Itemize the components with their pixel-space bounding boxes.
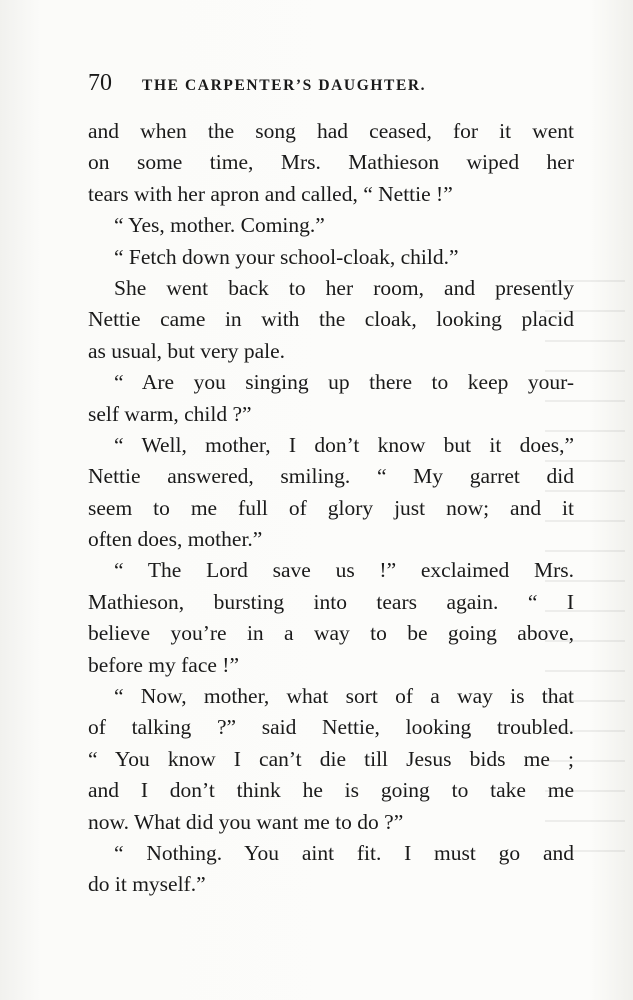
text-line: “ Now, mother, what sort of a way is that — [114, 684, 574, 709]
text-line: She went back to her room, and presently — [114, 275, 574, 300]
page-header — [88, 70, 578, 110]
text-line: and I don’t think he is going to take me — [88, 778, 574, 803]
text-line: self warm, child ?” — [88, 401, 252, 426]
running-head: THE CARPENTER’S DAUGHTER. — [142, 77, 427, 94]
text-line: and when the song had ceased, for it went — [88, 119, 574, 143]
page-number: 70 — [88, 70, 112, 96]
text-line: Nettie came in with the cloak, looking placid — [88, 307, 574, 332]
text-line: do it myself.” — [88, 872, 206, 897]
text-line: “ Nothing. You aint fit. I must go and — [114, 840, 574, 865]
text-line: “ The Lord save us !” exclaimed Mrs. — [114, 558, 574, 583]
text-line: “ Yes, mother. Coming.” — [114, 213, 325, 238]
text-line: as usual, but very pale. — [88, 338, 286, 363]
text-line: “ Well, mother, I don’t know but it does,” — [114, 432, 574, 457]
text-line: Nettie answered, smiling. “ My garret did — [88, 464, 574, 489]
text-line: on some time, Mrs. Mathieson wiped her — [88, 150, 574, 175]
text-line: tears with her apron and called, “ Nettie !” — [88, 181, 453, 206]
text-line: before my face !” — [88, 652, 239, 677]
text-line: often does, mother.” — [88, 527, 263, 552]
text-line: of talking ?” said Nettie, looking troubled. — [88, 715, 574, 740]
text-line: “ You know I can’t die till Jesus bids me ; — [88, 746, 574, 771]
text-line: believe you’re in a way to be going above, — [88, 621, 574, 646]
text-line: seem to me full of glory just now; and it — [88, 495, 574, 520]
text-line: “ Are you singing up there to keep your- — [114, 370, 574, 395]
text-line: “ Fetch down your school-cloak, child.” — [114, 244, 459, 269]
text-line: Mathieson, bursting into tears again. “ I — [88, 589, 574, 614]
body-text — [88, 116, 574, 901]
text-line: now. What did you want me to do ?” — [88, 809, 404, 834]
